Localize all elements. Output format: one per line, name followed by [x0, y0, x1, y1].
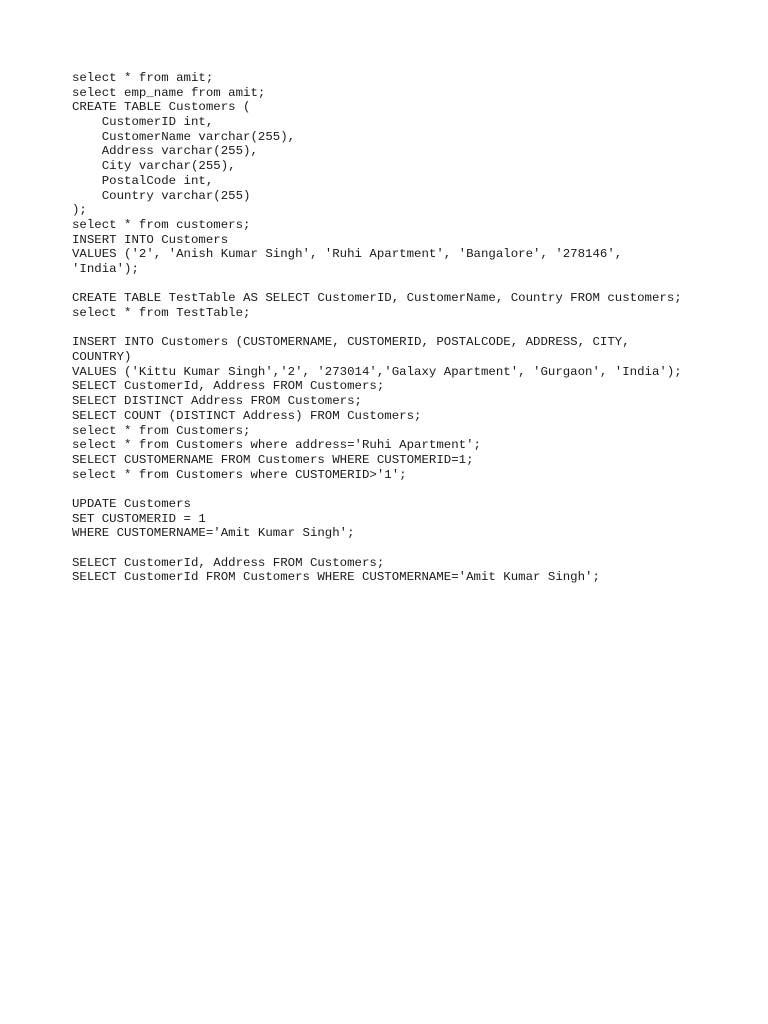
code-line	[72, 277, 752, 292]
code-line: select * from TestTable;	[72, 306, 251, 320]
code-line: SELECT CustomerId, Address FROM Customers;	[72, 379, 385, 394]
code-line: select * from customers;	[72, 217, 251, 232]
code-line: );	[72, 203, 87, 218]
sql-code-block	[72, 71, 752, 585]
code-line: select * from amit;	[72, 71, 214, 85]
code-line: INSERT INTO Customers (CUSTOMERNAME, CUSTOMERID, POSTALCODE, ADDRESS, CITY,	[72, 335, 630, 350]
code-line: CREATE TABLE TestTable AS SELECT CustomerID, CustomerName, Country FROM customers;	[72, 291, 682, 306]
code-line: select * from Customers;	[72, 423, 251, 438]
code-line: Country varchar(255)	[72, 188, 251, 203]
code-line: SELECT COUNT (DISTINCT Address) FROM Customers;	[72, 408, 422, 423]
code-line: PostalCode int,	[72, 173, 214, 188]
code-line: select emp_name from amit;	[72, 85, 266, 100]
code-line: CustomerName varchar(255),	[72, 129, 296, 144]
code-line: SELECT CustomerId FROM Customers WHERE CUSTOMERNAME='Amit Kumar Singh';	[72, 570, 600, 585]
code-line: UPDATE Customers	[72, 496, 191, 511]
code-line: VALUES ('Kittu Kumar Singh','2', '273014','Galaxy Apartment', 'Gurgaon', 'India');	[72, 364, 682, 379]
code-line: Address varchar(255),	[72, 144, 258, 159]
code-line: WHERE CUSTOMERNAME='Amit Kumar Singh';	[72, 526, 355, 541]
code-line	[72, 541, 752, 556]
code-line: 'India');	[72, 261, 139, 276]
code-line: CREATE TABLE Customers (	[72, 100, 251, 115]
code-line: VALUES ('2', 'Anish Kumar Singh', 'Ruhi Apartment', 'Bangalore', '278146',	[72, 247, 623, 262]
code-line: select * from Customers where CUSTOMERID>'1';	[72, 467, 407, 482]
code-line: City varchar(255),	[72, 159, 236, 174]
code-line: CustomerID int,	[72, 115, 214, 130]
code-line	[72, 321, 752, 336]
code-line: SELECT CustomerId, Address FROM Customers;	[72, 555, 385, 570]
code-line: select * from Customers where address='Ruhi Apartment';	[72, 438, 481, 453]
code-line: COUNTRY)	[72, 350, 132, 365]
code-line: SELECT CUSTOMERNAME FROM Customers WHERE CUSTOMERID=1;	[72, 452, 474, 467]
code-line	[72, 482, 752, 497]
code-line: SET CUSTOMERID = 1	[72, 511, 206, 526]
code-line: SELECT DISTINCT Address FROM Customers;	[72, 394, 362, 409]
code-line: INSERT INTO Customers	[72, 232, 229, 247]
